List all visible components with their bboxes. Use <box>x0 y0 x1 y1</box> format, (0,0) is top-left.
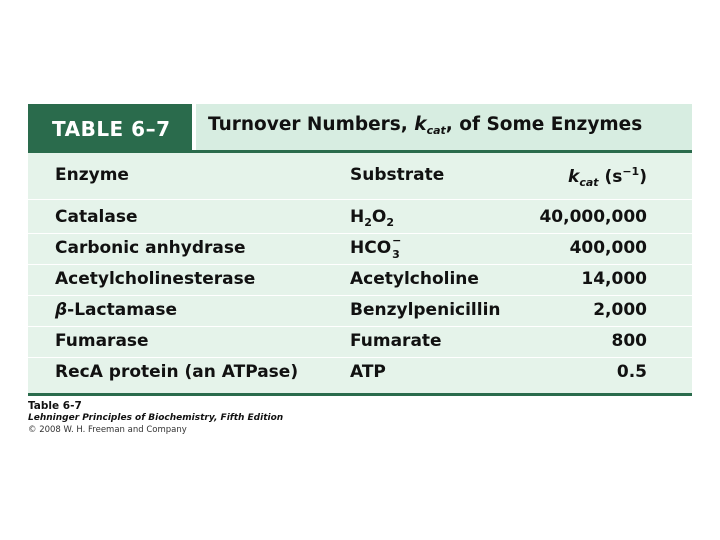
substrate-cell: Benzylpenicillin <box>350 300 501 320</box>
enzyme-cell <box>55 300 177 320</box>
table-row <box>28 327 692 357</box>
enzyme-cell: Catalase <box>55 207 138 227</box>
table-row <box>28 203 692 233</box>
kcat-sub: cat <box>579 176 599 189</box>
kcat-unit-close: ) <box>639 167 647 187</box>
table-row <box>28 234 692 264</box>
column-header-substrate: Substrate <box>350 165 445 185</box>
enzyme-cell: Acetylcholinesterase <box>55 269 256 289</box>
header-divider <box>28 199 692 200</box>
column-header-row <box>28 161 692 195</box>
substrate-cell <box>350 234 402 261</box>
figure-caption <box>28 400 428 435</box>
kcat-unit-sup: −1 <box>622 165 640 178</box>
column-header-kcat <box>568 165 647 189</box>
title-k: k <box>414 114 427 135</box>
formula-sub: 3 <box>392 248 400 261</box>
formula-sub-2: 2 <box>386 216 394 229</box>
enzyme-cell: RecA protein (an ATPase) <box>55 362 299 382</box>
kcat-cell: 0.5 <box>616 362 647 382</box>
title-k-sub: cat <box>426 124 446 137</box>
substrate-cell: Fumarate <box>350 331 442 351</box>
table-row <box>28 265 692 295</box>
beta-symbol: β <box>55 300 68 320</box>
formula-h: H <box>350 207 365 227</box>
formula-base: HCO <box>350 238 392 258</box>
table-row <box>28 358 692 388</box>
table-body <box>28 150 692 396</box>
title-tail: , of Some Enzymes <box>445 114 643 135</box>
title-main: Turnover Numbers, <box>208 114 415 135</box>
formula-stack <box>391 234 402 261</box>
enzyme-name-rest: -Lactamase <box>67 300 178 320</box>
kcat-cell: 2,000 <box>593 300 647 320</box>
table-header-bar <box>28 104 692 150</box>
formula-charge: − <box>392 234 402 247</box>
substrate-cell: ATP <box>350 362 386 382</box>
enzyme-table-figure <box>28 104 692 396</box>
kcat-cell: 400,000 <box>569 238 647 258</box>
substrate-cell: Acetylcholine <box>350 269 479 289</box>
enzyme-cell: Carbonic anhydrase <box>55 238 246 258</box>
table-row <box>28 296 692 326</box>
caption-copyright: © 2008 W. H. Freeman and Company <box>28 425 187 435</box>
column-header-enzyme: Enzyme <box>55 165 129 185</box>
table-title <box>196 104 692 150</box>
enzyme-cell: Fumarase <box>55 331 149 351</box>
formula-sub-1: 2 <box>364 216 372 229</box>
kcat-cell: 14,000 <box>581 269 647 289</box>
kcat-unit-open: (s <box>598 167 623 187</box>
formula-o: O <box>371 207 387 227</box>
kcat-cell: 40,000,000 <box>539 207 647 227</box>
table-number: TABLE 6–7 <box>28 104 192 150</box>
kcat-cell: 800 <box>611 331 647 351</box>
substrate-cell <box>350 207 394 229</box>
kcat-k: k <box>568 167 580 187</box>
caption-title: Table 6-7 <box>28 400 82 412</box>
caption-book: Lehninger Principles of Biochemistry, Fifth Edition <box>28 413 284 423</box>
